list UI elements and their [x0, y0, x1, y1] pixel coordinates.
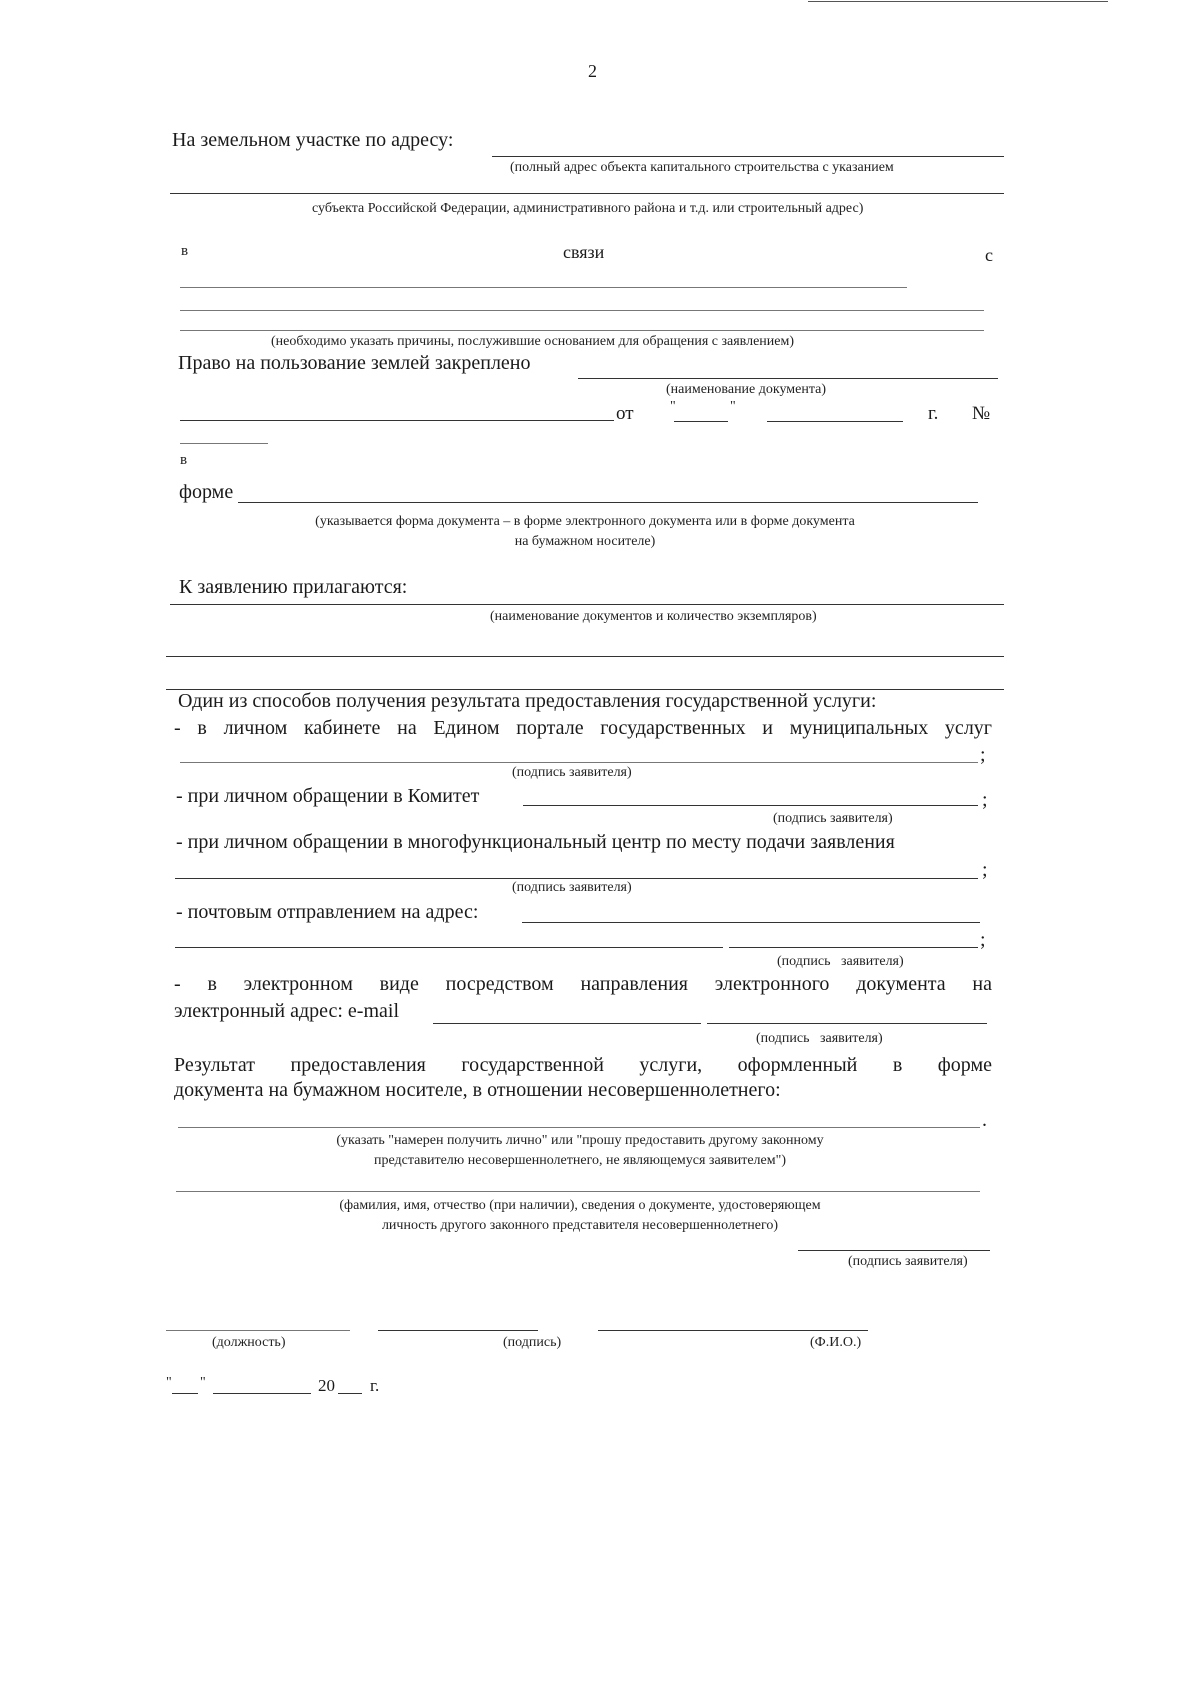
form-hint — [210, 512, 960, 553]
reason-word-v: в — [181, 243, 189, 259]
mfc-semicolon: ; — [982, 859, 988, 881]
attachments-input-line-2[interactable] — [166, 656, 1004, 657]
footer-position-hint: (должность) — [212, 1335, 286, 1350]
form-input-line[interactable] — [238, 502, 978, 503]
attachments-hint: (наименование документов и количество экземпляров) — [490, 609, 817, 624]
methods-email-line-2: электронный адрес: e-mail — [174, 1000, 400, 1022]
form-hint-line-2: на бумажном носителе) — [514, 534, 656, 550]
address-hint-1: (полный адрес объекта капитального строительства с указанием — [510, 160, 894, 175]
committee-signature-hint: (подпись заявителя) — [773, 811, 893, 826]
date-month-line[interactable] — [213, 1393, 311, 1394]
reason-input-line-2[interactable] — [180, 310, 984, 311]
methods-post-line: - почтовым отправлением на адрес: — [176, 901, 479, 923]
land-right-quote-open: " — [670, 399, 676, 414]
land-right-ot: от — [616, 403, 634, 424]
form-word-v: в — [180, 452, 188, 468]
footer-signature-hint: (подпись) — [503, 1335, 562, 1350]
post-signature-line[interactable] — [729, 947, 978, 948]
form-hint-line-1: (указывается форма документа – в форме электронного документа или в форме документа — [315, 514, 855, 529]
committee-signature-line[interactable] — [523, 805, 978, 806]
reason-word-svyazi: связи — [563, 242, 605, 262]
land-right-hint: (наименование документа) — [666, 382, 827, 397]
representative-input-line[interactable] — [176, 1191, 980, 1192]
land-right-quote-close: " — [730, 399, 736, 414]
minor-line-1: Результат предоставления государственной услуги, оформленный в форме — [174, 1054, 992, 1076]
reason-word-s: с — [985, 245, 993, 265]
methods-email-line-1: - в электронном виде посредством направления электронного документа на — [174, 973, 992, 995]
land-right-year: г. — [928, 403, 939, 424]
land-right-doc-line[interactable] — [180, 420, 614, 421]
form-label: форме — [179, 481, 234, 503]
attachments-label: К заявлению прилагаются: — [179, 576, 408, 598]
land-right-input-line[interactable] — [578, 378, 998, 379]
minor-signature-line[interactable] — [798, 1250, 990, 1251]
page-number: 2 — [588, 61, 597, 81]
scan-edge-line — [808, 1, 1108, 2]
date-year-line[interactable] — [338, 1393, 362, 1394]
mfc-signature-hint: (подпись заявителя) — [512, 880, 632, 895]
address-input-line[interactable] — [492, 156, 1004, 157]
methods-committee-line: - при личном обращении в Комитет — [176, 785, 480, 807]
mfc-signature-line[interactable] — [175, 878, 978, 879]
email-address-line[interactable] — [433, 1023, 701, 1024]
land-right-month-line[interactable] — [767, 421, 903, 422]
post-signature-hint: (подпись заявителя) — [777, 954, 904, 969]
minor-hint-line-2: представителю несовершеннолетнего, не являющемуся заявителем") — [374, 1153, 786, 1169]
post-address-line-2[interactable] — [175, 947, 723, 948]
minor-period: . — [982, 1109, 987, 1131]
methods-heading: Один из способов получения результата предоставления государственной услуги: — [178, 690, 877, 712]
address-label: На земельном участке по адресу: — [172, 129, 454, 151]
email-signature-line[interactable] — [707, 1023, 987, 1024]
post-semicolon: ; — [980, 929, 986, 951]
methods-mfc-line: - при личном обращении в многофункциональный центр по месту подачи заявления — [176, 831, 895, 853]
reason-input-line-1[interactable] — [180, 287, 907, 288]
representative-hint — [200, 1196, 960, 1237]
land-right-label: Право на пользование землей закреплено — [178, 352, 531, 374]
minor-hint — [200, 1131, 960, 1172]
date-year-prefix: 20 — [318, 1376, 335, 1395]
land-right-number-sign: № — [972, 403, 991, 424]
date-day-line[interactable] — [172, 1393, 198, 1394]
signature-line[interactable] — [378, 1330, 538, 1331]
representative-hint-line-2: личность другого законного представителя несовершеннолетнего) — [381, 1218, 779, 1234]
minor-hint-line-1: (указать "намерен получить лично" или "прошу предоставить другому законному — [336, 1133, 824, 1148]
attachments-input-line[interactable] — [170, 604, 1004, 605]
date-year-suffix: г. — [370, 1376, 380, 1395]
land-right-number-line[interactable] — [180, 443, 268, 444]
reason-input-line-3[interactable] — [180, 330, 984, 331]
committee-semicolon: ; — [982, 789, 988, 811]
minor-input-line[interactable] — [178, 1127, 980, 1128]
email-signature-hint: (подпись заявителя) — [756, 1031, 883, 1046]
land-right-day-line[interactable] — [674, 421, 728, 422]
fio-line[interactable] — [598, 1330, 868, 1331]
position-line[interactable] — [166, 1330, 350, 1331]
reason-hint: (необходимо указать причины, послужившие основанием для обращения с заявлением) — [271, 334, 795, 349]
portal-signature-hint: (подпись заявителя) — [512, 765, 632, 780]
address-input-line-2[interactable] — [170, 193, 1004, 194]
address-hint-2: субъекта Российской Федерации, административного района и т.д. или строительный адрес) — [312, 201, 864, 216]
methods-portal-line: - в личном кабинете на Едином портале государственных и муниципальных услуг — [174, 717, 992, 739]
minor-line-2: документа на бумажном носителе, в отношении несовершеннолетнего: — [174, 1079, 781, 1101]
portal-semicolon: ; — [980, 744, 986, 766]
post-address-line[interactable] — [522, 922, 980, 923]
footer-fio-hint: (Ф.И.О.) — [810, 1335, 862, 1350]
minor-signature-hint: (подпись заявителя) — [848, 1254, 968, 1269]
date-quote-close: " — [200, 1375, 206, 1390]
representative-hint-line-1: (фамилия, имя, отчество (при наличии), сведения о документе, удостоверяющем — [339, 1198, 821, 1213]
date-quote-open: " — [166, 1375, 172, 1390]
portal-signature-line[interactable] — [180, 762, 978, 763]
